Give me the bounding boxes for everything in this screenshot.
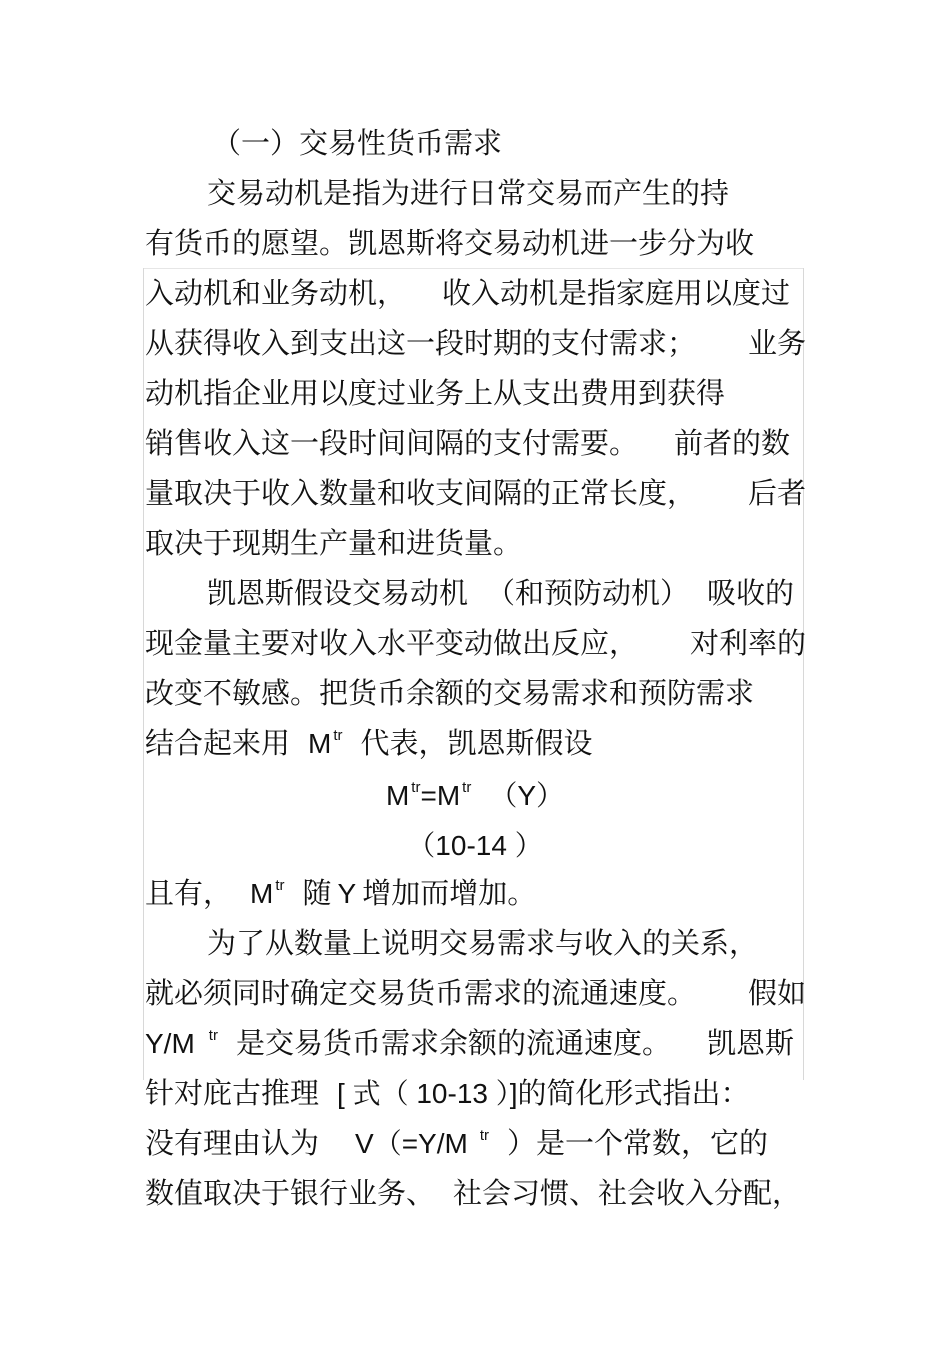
formula-expression [0,775,950,815]
para3-line6-part2: 社会习惯、社会收入分配， [453,1176,802,1210]
para3-line5-part2: ）是一个常数，它的 [507,1126,769,1160]
formula-superscript-tr-1: tr [411,779,421,796]
para3-line3-part2: 凯恩斯 [706,1026,794,1060]
para3-line6 [145,1173,801,1213]
para3-superscript-tr: tr [208,1027,218,1044]
formula-M: M [385,780,410,811]
para3-line2 [145,973,806,1013]
para2-line2-part1: 现金量主要对收入水平变动做出反应， [145,626,639,660]
para1-line6 [145,423,790,463]
para2-line2 [145,623,806,663]
para2-line1-part2: （和预防动机） [486,576,690,610]
para2-line1-part3: 吸收的 [707,576,795,610]
frame-right-border [803,268,804,1080]
para1-line3-part1: 入动机和业务动机， [145,276,407,310]
para1-line3 [145,273,790,313]
formula-superscript-tr-2: tr [462,779,472,796]
para1-line4-part2: 业务 [748,326,807,360]
para3-line1: 为了从数量上说明交易需求与收入的关系， [207,926,759,960]
para1-line7 [145,473,806,513]
after-formula-superscript-tr: tr [275,877,285,894]
para2-line1 [207,573,794,613]
para1-line2: 有货币的愿望。凯恩斯将交易动机进一步分为收 [145,226,755,260]
para1-line6-part2: 前者的数 [674,426,791,460]
para1-line5: 动机指企业用以度过业务上从支出费用到获得 [145,376,726,410]
para3-line3 [145,1023,794,1063]
para2-line1-part1: 凯恩斯假设交易动机 [207,576,469,610]
after-formula-M: M [250,878,274,909]
para2-line4-part2: 代表，凯恩斯假设 [360,726,593,760]
after-formula-part1: 且有， [145,876,233,910]
para3-line2-part1: 就必须同时确定交易货币需求的流通速度。 [145,976,697,1010]
para2-line4-part1: 结合起来用 [145,726,291,760]
para1-line6-part1: 销售收入这一段时间间隔的支付需要。 [145,426,639,460]
para1-line7-part2: 后者 [748,476,807,510]
para3-line5-superscript-tr: tr [479,1127,489,1144]
symbol-M: M [308,728,332,759]
after-formula-Y: Y [337,878,357,909]
para3-line5 [145,1123,768,1163]
para1-line4 [145,323,806,363]
para3-line5-part1: 没有理由认为 [145,1126,320,1160]
para2-line3: 改变不敏感。把货币余额的交易需求和预防需求 [145,676,755,710]
para3-line4 [145,1073,750,1113]
para1-line3-part2: 收入动机是指家庭用以度过 [442,276,791,310]
para1-line7-part1: 量取决于收入数量和收支间隔的正常长度， [145,476,697,510]
section-heading: （一）交易性货币需求 [212,126,503,160]
after-formula-line [145,873,536,913]
after-formula-part3: 增加而增加。 [362,876,537,910]
para1-line8: 取决于现期生产量和进货量。 [145,526,523,560]
after-formula-part2: 随 [302,876,332,910]
formula-number: （10-14 ） [407,830,543,861]
symbol-V-expression: V（=Y/M [355,1128,468,1159]
para3-line3-part1: 是交易货币需求余额的流通速度。 [235,1026,671,1060]
para3-line2-part2: 假如 [748,976,807,1010]
para2-line4 [145,723,593,763]
para1-line4-part1: 从获得收入到支出这一段时期的支付需求； [145,326,697,360]
formula-equals-M: =M [420,780,461,811]
para2-line2-part2: 对利率的 [690,626,807,660]
para3-line4-part1: 针对庇古推理 [145,1076,320,1110]
formula-argument: （Y） [489,780,565,811]
superscript-tr: tr [333,727,343,744]
frame-top-border [143,268,804,269]
equation-reference: [ 式（ 10-13 ）] [337,1078,518,1109]
symbol-Y-over-M: Y/M [145,1028,195,1059]
frame-left-border [143,268,144,1080]
para1-line1: 交易动机是指为进行日常交易而产生的持 [207,176,730,210]
para3-line6-part1: 数值取决于银行业务、 [145,1176,436,1210]
para3-line4-part3: 的简化形式指出： [517,1076,750,1110]
